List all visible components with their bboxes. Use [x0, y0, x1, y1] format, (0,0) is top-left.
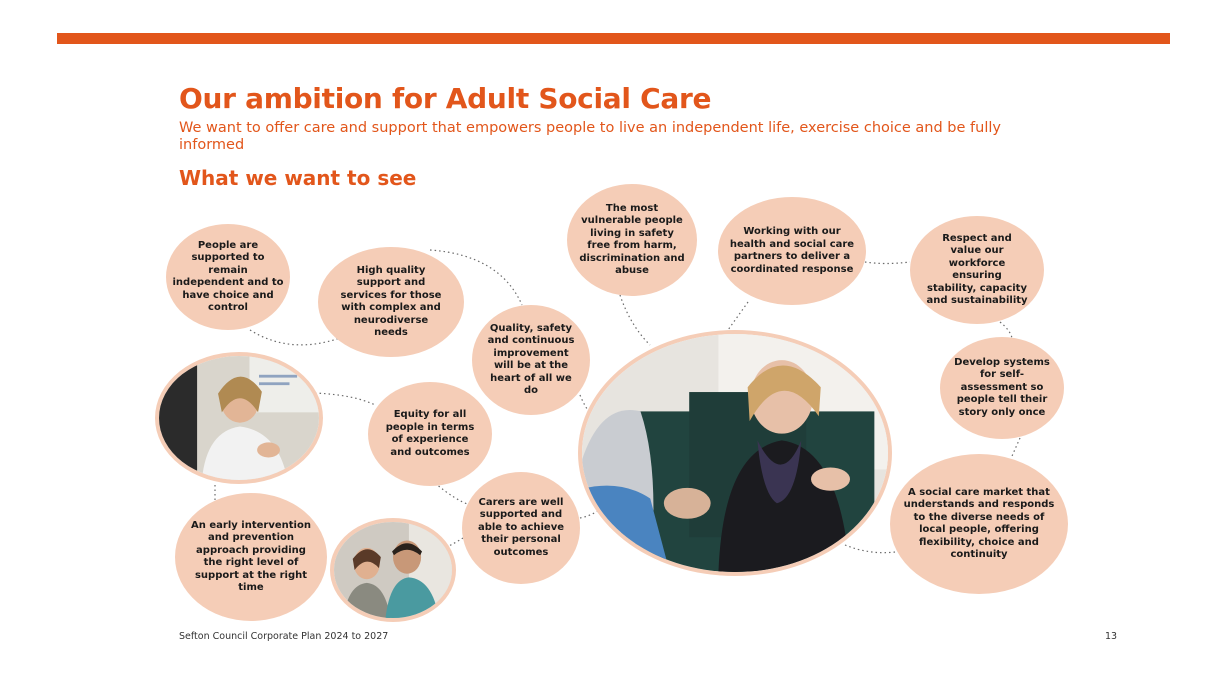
page-number: 13	[1105, 631, 1118, 642]
page-title: Our ambition for Adult Social Care	[179, 82, 712, 115]
page-subtitle: We want to offer care and support that empowers people to live an independent life, exercise choice and be fully informed	[179, 120, 1001, 153]
photo-two-women-talking	[578, 330, 892, 576]
bubble-self-assessment: Develop systems for self-assessment so people tell their story only once	[940, 337, 1064, 439]
bubble-vulnerable-people-safety: The most vulnerable people living in safety free from harm, discrimination and abuse	[567, 184, 697, 296]
bubble-carers-support: Carers are well supported and able to achieve their personal outcomes	[462, 472, 580, 584]
bubble-partnership-working: Working with our health and social care partners to deliver a coordinated response	[718, 197, 866, 305]
footer-text: Sefton Council Corporate Plan 2024 to 2027	[179, 631, 389, 642]
bubble-social-care-market: A social care market that understands and responds to the diverse needs of local people, offering flexibility, choice and continuity	[890, 454, 1068, 594]
photo-carer-shaving	[330, 518, 456, 622]
photo-woman-speaking	[155, 352, 323, 484]
bubble-workforce: Respect and value our workforce ensuring stability, capacity and sustainability	[910, 216, 1044, 324]
bubble-high-quality-support: High quality support and services for those with complex and neurodiverse needs	[318, 247, 464, 357]
bubble-quality-safety: Quality, safety and continuous improvement will be at the heart of all we do	[472, 305, 590, 415]
section-heading: What we want to see	[179, 166, 417, 190]
bubble-independence: People are supported to remain independent and to have choice and control	[166, 224, 290, 330]
bubble-early-intervention: An early intervention and prevention approach providing the right level of support at the right time	[175, 493, 327, 621]
bubble-equity: Equity for all people in terms of experience and outcomes	[368, 382, 492, 486]
